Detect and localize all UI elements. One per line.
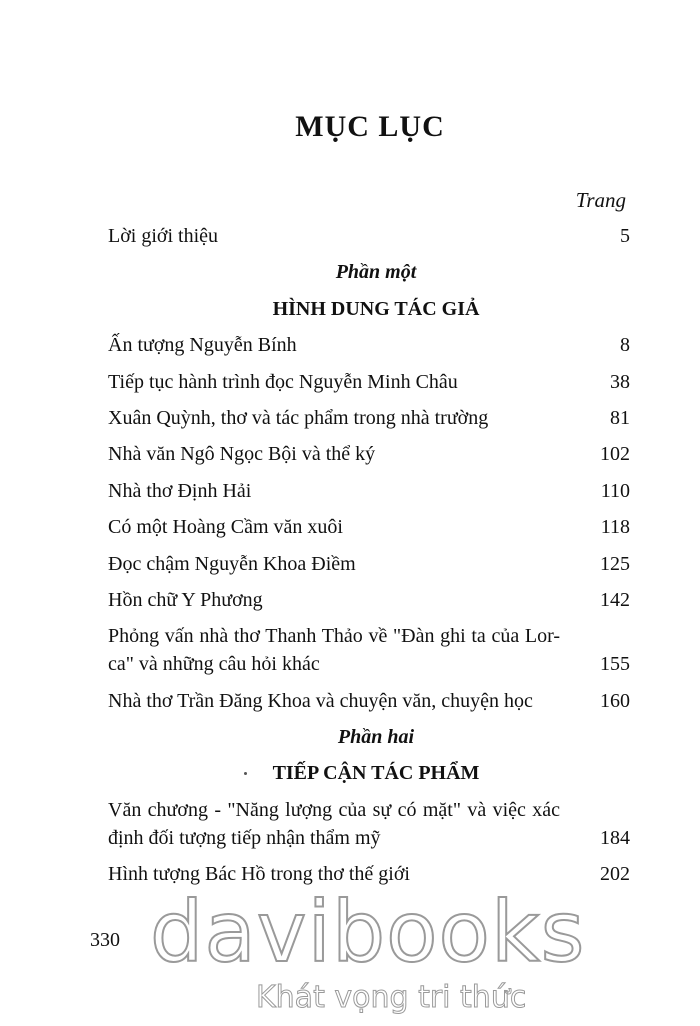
toc-entry-title: Tiếp tục hành trình đọc Nguyễn Minh Châu bbox=[108, 370, 458, 393]
table-of-contents bbox=[108, 222, 630, 897]
toc-entry-title: Hình tượng Bác Hồ trong thơ thế giới bbox=[108, 863, 410, 886]
page-number: 330 bbox=[90, 929, 120, 951]
page-title: MỤC LỤC bbox=[295, 110, 445, 143]
watermark-brand: davibooks bbox=[150, 883, 586, 981]
toc-entry-title: Nhà thơ Trần Đăng Khoa và chuyện văn, chuyện học bbox=[108, 689, 533, 712]
toc-entry-page: 184 bbox=[600, 826, 630, 849]
toc-entry-title: Đọc chậm Nguyễn Khoa Điềm bbox=[108, 552, 356, 575]
toc-entry-page: 160 bbox=[600, 689, 630, 712]
toc-entry bbox=[108, 586, 630, 614]
toc-entry-page: 202 bbox=[600, 863, 630, 886]
part-two-label: Phần hai bbox=[337, 726, 415, 749]
toc-entry-title: Xuân Quỳnh, thơ và tác phẩm trong nhà trường bbox=[108, 406, 489, 429]
toc-entry-title: Phỏng vấn nhà thơ Thanh Thảo về "Đàn ghi ta của Lor-ca" và những câu hỏi khác bbox=[108, 625, 560, 676]
toc-entry bbox=[108, 331, 630, 359]
toc-entry-page: 118 bbox=[600, 516, 630, 539]
toc-entry bbox=[108, 513, 630, 541]
toc-entry bbox=[108, 796, 630, 852]
toc-entry-title: Có một Hoàng Cầm văn xuôi bbox=[108, 516, 343, 539]
toc-entry-page: 38 bbox=[610, 370, 630, 393]
toc-entry bbox=[108, 368, 630, 396]
toc-entry-page: 5 bbox=[620, 225, 630, 247]
part-one-title: HÌNH DUNG TÁC GIẢ bbox=[272, 297, 480, 320]
toc-entry-page: 110 bbox=[600, 479, 630, 502]
toc-entry bbox=[108, 404, 630, 432]
toc-entry-intro bbox=[108, 222, 630, 250]
toc-entry-page: 125 bbox=[600, 552, 630, 575]
toc-entry-title: Ấn tượng Nguyễn Bính bbox=[108, 334, 297, 357]
toc-entry-page: 155 bbox=[600, 653, 630, 676]
toc-entry-title: Nhà thơ Định Hải bbox=[108, 479, 252, 502]
watermark-slogan: Khát vọng tri thức bbox=[256, 980, 527, 1015]
toc-entry-title: Hồn chữ Y Phương bbox=[108, 588, 263, 611]
toc-entry-page: 142 bbox=[600, 588, 630, 611]
print-speck bbox=[244, 772, 247, 775]
toc-entry-title: Lời giới thiệu bbox=[108, 225, 219, 247]
toc-entry-title: Nhà văn Ngô Ngọc Bội và thể ký bbox=[108, 443, 376, 466]
toc-entry-page: 81 bbox=[610, 406, 630, 429]
toc-entry bbox=[108, 440, 630, 468]
toc-entry bbox=[108, 687, 630, 715]
page-column-label: Trang bbox=[575, 188, 626, 212]
toc-entry-page: 102 bbox=[600, 443, 630, 466]
toc-entry bbox=[108, 477, 630, 505]
toc-entry-title: Văn chương - "Năng lượng của sự có mặt" và việc xác định đối tượng tiếp nhận thẩm mỹ bbox=[108, 798, 560, 849]
part-one-label: Phần một bbox=[335, 261, 417, 284]
toc-entry bbox=[108, 622, 630, 678]
part-two-title: TIẾP CẬN TÁC PHẨM bbox=[272, 762, 480, 785]
toc-entry-page: 8 bbox=[620, 334, 630, 357]
toc-entry bbox=[108, 550, 630, 578]
